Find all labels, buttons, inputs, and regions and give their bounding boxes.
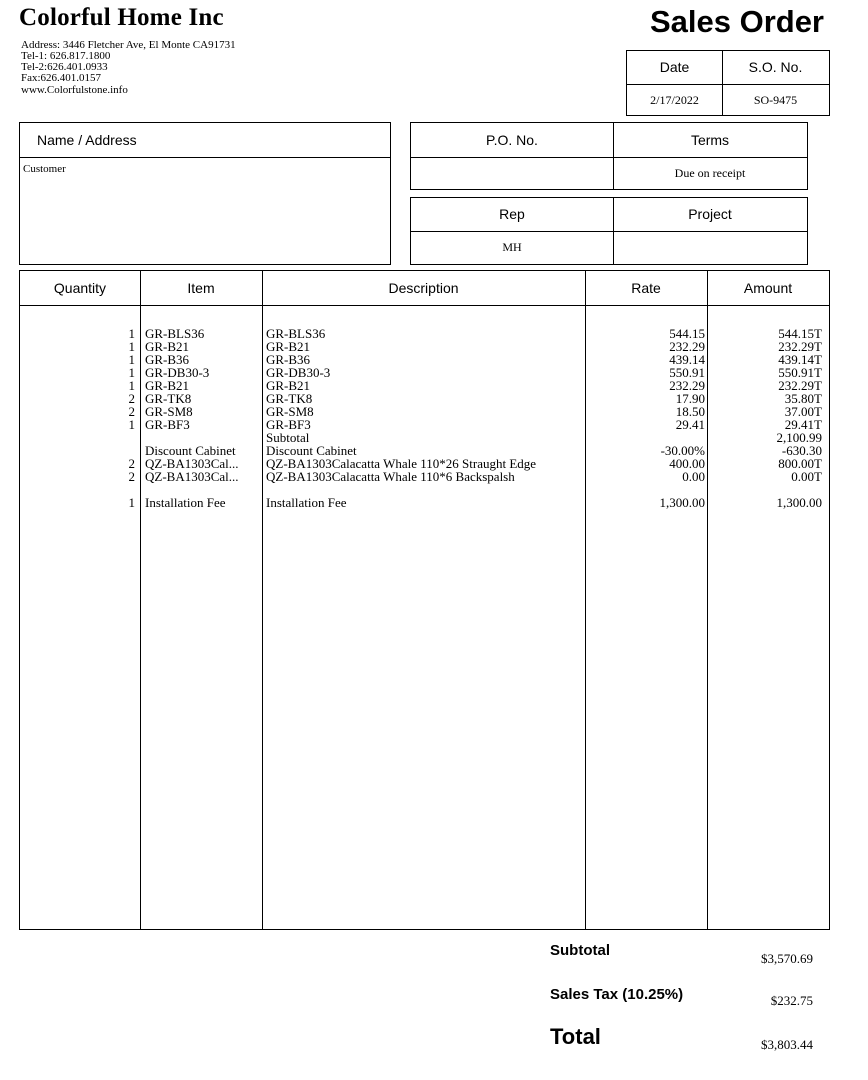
row-rate: 18.50 [675,404,705,419]
table-row-blank [20,483,829,496]
row-rate: 550.91 [669,365,705,380]
row-item: GR-B21 [145,378,190,393]
row-description: Discount Cabinet [266,443,357,458]
row-rate: 400.00 [669,456,705,471]
row-rate: 1,300.00 [659,495,705,510]
row-quantity: 1 [128,365,135,380]
project-value [613,231,807,264]
so-number-value: SO-9475 [753,93,798,107]
row-quantity: 1 [128,352,135,367]
column-header-rate: Rate [631,280,661,296]
table-row [20,392,829,405]
row-item: GR-B36 [145,352,190,367]
row-amount: 2,100.99 [776,430,822,445]
row-quantity: 1 [128,417,135,432]
row-description: QZ-BA1303Calacatta Whale 110*26 Straught Edge [266,456,537,471]
table-rows [20,327,829,509]
project-label: Project [688,206,732,222]
row-quantity: 2 [128,456,135,471]
line-items-table [19,270,830,930]
row-item: GR-TK8 [145,391,192,406]
date-label: Date [659,59,690,75]
po-number-label: P.O. No. [486,132,538,148]
row-description: GR-BLS36 [266,326,326,341]
terms-value: Due on receipt [674,166,746,180]
row-rate: 544.15 [669,326,705,341]
row-item: GR-SM8 [145,404,193,419]
table-row [20,470,829,483]
total-value: $3,803.44 [761,1037,813,1052]
row-description: GR-BF3 [266,417,311,432]
subtotal-label: Subtotal [550,942,610,959]
table-row [20,340,829,353]
company-fax: Fax:626.401.0157 [21,72,102,84]
row-quantity: 1 [128,495,135,510]
row-description: GR-SM8 [266,404,314,419]
row-quantity: 2 [128,404,135,419]
row-quantity: 1 [128,378,135,393]
row-amount: 232.29T [778,378,822,393]
date-so-box [626,50,830,116]
sales-tax-value: $232.75 [770,993,813,1008]
company-tel2: Tel-2:626.401.0933 [21,61,108,73]
row-item: GR-DB30-3 [145,365,210,380]
row-rate: 439.14 [669,352,705,367]
row-description: GR-B21 [266,378,311,393]
column-header-item: Item [187,280,215,296]
company-name: Colorful Home Inc [19,4,224,31]
terms-label: Terms [690,132,730,148]
column-header-description: Description [388,280,459,296]
company-address: Address: 3446 Fletcher Ave, El Monte CA91731 [21,39,236,51]
row-item: GR-BF3 [145,417,190,432]
row-description: Subtotal [266,430,310,445]
table-row [20,405,829,418]
table-row-subtotal [20,431,829,444]
row-amount: 550.91T [778,365,822,380]
name-address-label: Name / Address [37,132,137,148]
table-row [20,327,829,340]
total-label: Total [550,1024,601,1049]
row-rate: 232.29 [669,378,705,393]
row-item: QZ-BA1303Cal... [145,469,239,484]
name-address-box [19,122,391,265]
row-quantity: 1 [128,326,135,341]
row-amount: 1,300.00 [776,495,822,510]
row-amount: 439.14T [778,352,822,367]
row-amount: 800.00T [778,456,822,471]
table-row [20,418,829,431]
row-amount: 37.00T [784,404,822,419]
row-amount: 29.41T [784,417,822,432]
row-rate: 29.41 [675,417,705,432]
po-number-value [411,157,613,189]
po-terms-box [410,122,808,190]
rep-project-box [410,197,808,265]
company-tel1: Tel-1: 626.817.1800 [21,50,111,62]
row-amount: 0.00T [791,469,822,484]
row-rate: -30.00% [660,443,705,458]
row-amount: 544.15T [778,326,822,341]
row-description: GR-B36 [266,352,311,367]
company-website: www.Colorfulstone.info [21,84,128,96]
table-row [20,366,829,379]
row-description: GR-DB30-3 [266,365,331,380]
row-description: GR-B21 [266,339,311,354]
subtotal-value: $3,570.69 [761,951,813,966]
row-item: QZ-BA1303Cal... [145,456,239,471]
row-description: QZ-BA1303Calacatta Whale 110*6 Backspalsh [266,469,515,484]
row-item: GR-B21 [145,339,190,354]
row-amount: -630.30 [781,443,822,458]
row-amount: 232.29T [778,339,822,354]
row-amount: 35.80T [784,391,822,406]
so-number-label: S.O. No. [748,59,803,75]
customer-name: Customer [23,163,66,175]
row-item: GR-BLS36 [145,326,205,341]
date-value: 2/17/2022 [650,93,699,107]
table-row [20,496,829,509]
row-description: GR-TK8 [266,391,313,406]
row-rate: 17.90 [675,391,705,406]
sales-tax-label: Sales Tax (10.25%) [550,986,684,1003]
row-rate: 232.29 [669,339,705,354]
row-rate: 0.00 [682,469,705,484]
row-item: Discount Cabinet [145,443,236,458]
document-title: Sales Order [649,4,824,39]
table-row [20,379,829,392]
column-header-amount: Amount [743,280,793,296]
column-header-quantity: Quantity [53,280,107,296]
rep-value: MH [502,240,522,254]
row-item: Installation Fee [145,495,226,510]
row-description: Installation Fee [266,495,347,510]
row-quantity: 2 [128,391,135,406]
row-quantity: 1 [128,339,135,354]
table-row [20,353,829,366]
rep-label: Rep [499,206,525,222]
row-quantity: 2 [128,469,135,484]
